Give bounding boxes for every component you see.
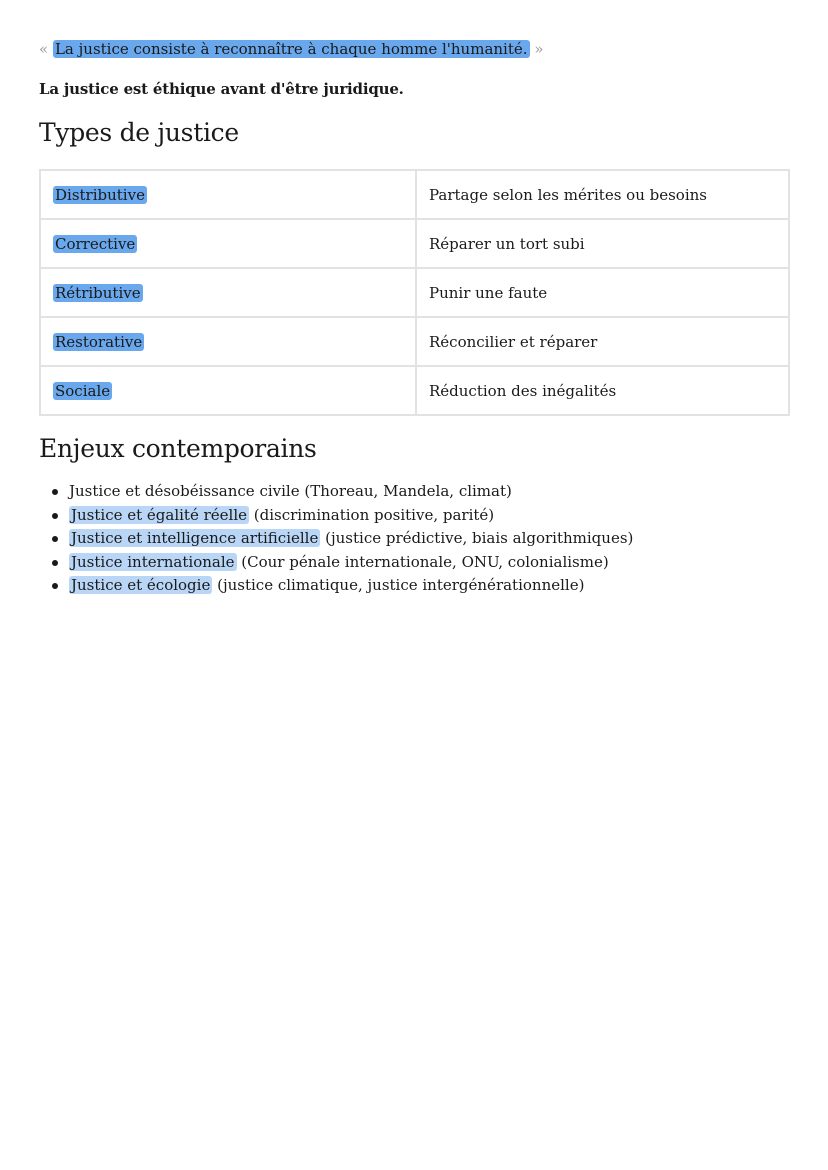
- quote-close-mark: »: [534, 40, 544, 58]
- table-row: [40, 317, 789, 366]
- table-row: [40, 366, 789, 415]
- quote-text[interactable]: La justice consiste à reconnaître à chaque homme l'humanité.: [54, 40, 528, 58]
- quote-open-mark: «: [39, 40, 49, 58]
- table-row: [40, 219, 789, 268]
- table-cell-description: Réduction des inégalités: [416, 366, 789, 415]
- type-label[interactable]: Rétributive: [55, 283, 141, 302]
- issue-detail: (Cour pénale internationale, ONU, colonialisme): [236, 552, 609, 571]
- issue-detail: (justice prédictive, biais algorithmiques): [320, 529, 634, 547]
- table-cell-type: [40, 170, 416, 219]
- table-cell-description: Partage selon les mérites ou besoins: [416, 170, 789, 219]
- document-page: [39, 38, 790, 598]
- issue-title[interactable]: Justice et égalité réelle: [71, 505, 248, 524]
- type-label[interactable]: Restorative: [55, 332, 143, 351]
- type-label[interactable]: Sociale: [55, 381, 111, 400]
- bullet-icon: [52, 583, 58, 589]
- bullet-icon: [52, 560, 58, 566]
- table-cell-type: [40, 317, 416, 366]
- list-item: [39, 504, 790, 528]
- table-row: [40, 268, 789, 317]
- issue-detail: (Thoreau, Mandela, climat): [299, 482, 512, 500]
- table-cell-description: Punir une faute: [416, 268, 789, 317]
- list-item: [39, 480, 790, 504]
- issue-detail: (justice climatique, justice intergénérationnelle): [212, 576, 585, 594]
- issue-title[interactable]: Justice et intelligence artificielle: [71, 529, 319, 547]
- type-label[interactable]: Distributive: [55, 185, 145, 204]
- issues-list: [39, 480, 790, 598]
- table-cell-type: [40, 219, 416, 268]
- issue-detail: (discrimination positive, parité): [249, 505, 495, 524]
- table-cell-description: Réparer un tort subi: [416, 219, 789, 268]
- types-heading: Types de justice: [39, 118, 239, 147]
- issues-heading: Enjeux contemporains: [39, 434, 317, 463]
- issue-title[interactable]: Justice et écologie: [71, 576, 211, 594]
- table-row: [40, 170, 789, 219]
- bullet-icon: [52, 536, 58, 542]
- lead-statement: La justice est éthique avant d'être juridique.: [39, 80, 404, 98]
- quote-line: [39, 38, 790, 60]
- list-item: [39, 527, 790, 551]
- list-item: [39, 574, 790, 598]
- issue-title: Justice et désobéissance civile: [69, 482, 300, 500]
- list-item: [39, 551, 790, 575]
- table-cell-type: [40, 268, 416, 317]
- bullet-icon: [52, 489, 58, 495]
- issue-title[interactable]: Justice internationale: [71, 552, 235, 571]
- table-cell-type: [40, 366, 416, 415]
- types-table: [39, 169, 790, 416]
- bullet-icon: [52, 513, 58, 519]
- type-label[interactable]: Corrective: [55, 234, 136, 253]
- table-cell-description: Réconcilier et réparer: [416, 317, 789, 366]
